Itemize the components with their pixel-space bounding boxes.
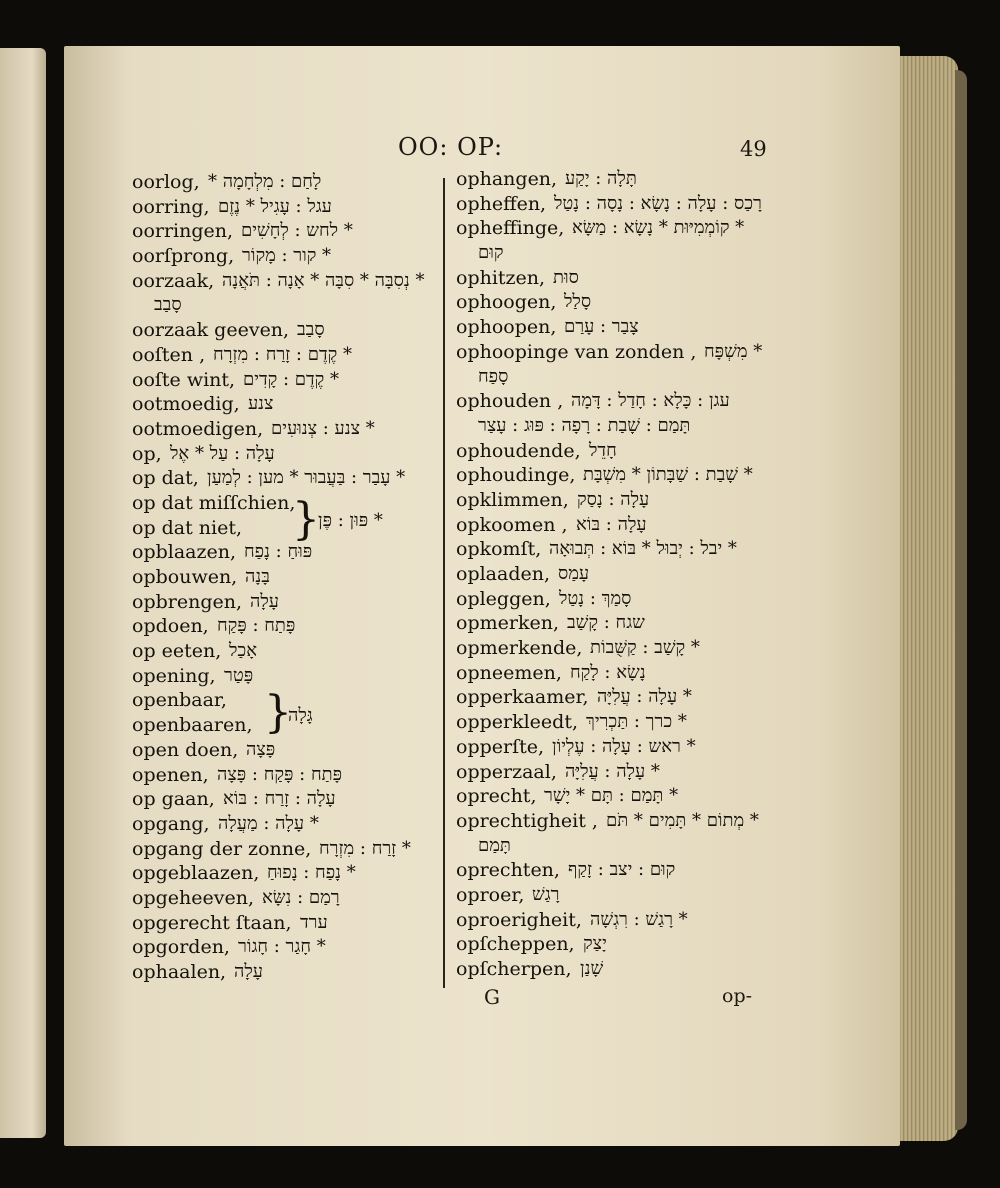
dictionary-entry (132, 269, 432, 294)
entry-term: ophangen, (456, 168, 558, 190)
entry-term: oorzaak, (132, 269, 215, 292)
entry-term: oorringen, (132, 220, 234, 243)
entry-hebrew: * עָלָה : מַעֲלָה (218, 812, 319, 834)
entry-term: oorzaak geeven, (132, 319, 290, 342)
entry-term: opgang der zonne, (132, 837, 312, 860)
entry-term: oproerigheit, (456, 908, 582, 931)
dictionary-entry (456, 389, 766, 414)
entry-term: openbaar, (132, 689, 227, 712)
entry-hebrew: בָּנָה (245, 566, 270, 587)
entry-term: oprechten, (456, 859, 560, 882)
entry-hebrew: * מִשְׁפָּח (704, 340, 763, 362)
entry-term: opmerken, (456, 612, 559, 635)
dictionary-entry (132, 639, 432, 664)
dictionary-entry (132, 960, 432, 985)
dictionary-entry (132, 861, 432, 886)
page-block-edge (900, 56, 958, 1141)
entry-term: opperzaal, (456, 760, 557, 783)
dictionary-entry (132, 466, 432, 491)
entry-term: opheffinge, (456, 217, 565, 240)
entry-hebrew: תָּלָה : יָקַע (565, 168, 637, 189)
entry-term: opleggen, (456, 587, 551, 610)
dictionary-entry (456, 192, 766, 217)
entry-term: opheffen, (456, 192, 547, 215)
dictionary-entry (132, 886, 432, 911)
entry-hebrew: עָלָה (234, 961, 263, 982)
dictionary-entry (456, 932, 766, 957)
dictionary-entry (132, 614, 432, 639)
entry-hebrew: תָּמַם (478, 834, 511, 856)
entry-hebrew: * זָרַח : מִזְרָח (319, 837, 411, 859)
entry-term: opbouwen, (132, 566, 238, 588)
dictionary-entry (132, 516, 432, 541)
entry-term: ophoopen, (456, 316, 557, 339)
dictionary-entry (456, 290, 766, 315)
page-number: 49 (740, 137, 767, 161)
dictionary-entry (456, 241, 766, 266)
entry-hebrew: * קָשַׁב : קַשֻּׁבוֹת (590, 637, 700, 659)
entry-hebrew: סָפַח (478, 365, 509, 387)
entry-term: op eeten, (132, 640, 222, 663)
page-block-shadow (955, 70, 967, 1130)
dictionary-entry (132, 343, 432, 368)
dictionary-entry (456, 340, 766, 365)
dictionary-entry (456, 167, 766, 192)
dictionary-entry (456, 661, 766, 686)
dictionary-entry (456, 685, 766, 710)
entry-hebrew: עָלָה : עַל * אֶל (170, 442, 275, 464)
entry-term: ophoogen, (456, 291, 557, 314)
entry-hebrew: רָכַס : עָלָה : נָשָׂא : נָסָה : נָטַל (554, 192, 762, 214)
dictionary-entry (456, 587, 766, 612)
facing-page-edge (0, 48, 46, 1138)
entry-hebrew: עָלָה : בּוֹא (576, 513, 647, 535)
entry-term: opgeblaazen, (132, 862, 260, 885)
dictionary-entry (456, 636, 766, 661)
entry-hebrew: * עָלָה : עֲלִיָּה (565, 760, 660, 782)
entry-term: op dat miſſchien, (132, 491, 296, 514)
entry-hebrew: סָבַב (154, 294, 182, 316)
entry-hebrew: * עָבַר : בַּעֲבוּר * מען : לְמַעַן (207, 467, 406, 489)
dictionary-entry (456, 883, 766, 908)
dictionary-entry (456, 365, 766, 390)
dictionary-entry (132, 392, 432, 417)
dictionary-entry (132, 738, 432, 763)
entry-term: opbrengen, (132, 590, 243, 613)
entry-term: op dat niet, (132, 516, 243, 539)
entry-hebrew: * קור : מָקוֹר (242, 245, 332, 267)
entry-term: opgerecht ſtaan, (132, 911, 292, 934)
entry-hebrew: * שָׁבַת : שַׁבָּתוֹן * מִשְׁבָּת (583, 464, 753, 486)
entry-hebrew: צנע (248, 393, 274, 415)
dictionary-entry (456, 908, 766, 933)
left-column (132, 170, 432, 985)
dictionary-entry (132, 293, 432, 318)
dictionary-entry (456, 809, 766, 834)
entry-term: ootmoedig, (132, 393, 240, 416)
dictionary-entry (132, 565, 432, 590)
entry-hebrew: סוּת (553, 266, 579, 288)
entry-term: ootmoedigen, (132, 417, 264, 440)
entry-hebrew: פָּתַח : פָּקַח (217, 615, 296, 637)
entry-hebrew: נָשָׂא : לָקַח (570, 661, 646, 683)
entry-hebrew: * מְתוֹם * תָּמִים * תֹּם (606, 809, 759, 831)
entry-hebrew: קוּם (478, 242, 504, 264)
entry-hebrew: * קֶדֶם : זָרַח : מִזְרָח (213, 343, 352, 365)
entry-hebrew: קוּם : יצב : זָקַף (568, 859, 676, 881)
dictionary-entry (456, 562, 766, 587)
dictionary-entry (456, 760, 766, 785)
entry-term: opſcheppen, (456, 933, 575, 956)
dictionary-entry (132, 540, 432, 565)
entry-hebrew: רָמַם : נִשָּׂא (262, 886, 340, 908)
entry-hebrew: * כרך : תַּכְרִיךְ (586, 711, 687, 733)
entry-hebrew: עָלָה : נָסַק (577, 488, 650, 510)
right-column (456, 167, 766, 982)
entry-hebrew: * קוֹמְמִיּוּת * נָשָׂא : מַשָּׂא (572, 217, 745, 239)
dictionary-entry (456, 957, 766, 982)
dictionary-entry (132, 935, 432, 960)
entry-hebrew: עָלָה (250, 590, 279, 612)
entry-term: opmerkende, (456, 637, 583, 660)
dictionary-entry (456, 611, 766, 636)
entry-hebrew: סָמַךְ : נָטַל (559, 587, 632, 609)
entry-hebrew: צָבַר : עָרַם (564, 316, 639, 338)
dictionary-entry (132, 170, 432, 195)
entry-hebrew: שָׁנַן (580, 958, 604, 979)
dictionary-entry (132, 219, 432, 244)
entry-hebrew: פָּתַח : פָּקַח : פָּצָה (217, 763, 343, 785)
entry-hebrew: * עָלָה : עֲלִיָּה (597, 686, 692, 708)
dictionary-entry (132, 318, 432, 343)
dictionary-entry (456, 858, 766, 883)
entry-hebrew: סָבַב (297, 319, 325, 341)
entry-hebrew: סָלַל (564, 291, 592, 313)
entry-term: ophitzen, (456, 266, 546, 289)
entry-hebrew: יָצַק (583, 933, 607, 955)
entry-hebrew: עגל : עָגִיל * נֶזֶם (218, 195, 332, 217)
entry-hebrew: עגן : כָּלָא : חָדַל : דָּמָה (571, 390, 730, 412)
entry-term: opgeheeven, (132, 886, 254, 909)
entry-term: ooſten , (132, 343, 206, 366)
dictionary-entry (132, 763, 432, 788)
dictionary-entry (132, 244, 432, 269)
dictionary-entry (132, 442, 432, 467)
entry-hebrew: * חָגַר : חָגוֹר (238, 936, 326, 958)
dictionary-entry (132, 590, 432, 615)
entry-hebrew: עָלָה : זָרַח : בּוֹא (223, 788, 336, 810)
entry-hebrew: * ראש : עָלָה : עֶלְיוֹן (552, 735, 696, 757)
brace-hebrew-op-dat: * פּוּן : פֶּן (318, 510, 383, 531)
entry-term: opgang, (132, 812, 210, 835)
entry-term: opgorden, (132, 936, 230, 959)
entry-hebrew: עָמַס (558, 563, 590, 584)
entry-term: ooſte wint, (132, 368, 236, 391)
entry-hebrew: * נְסִבָּה * סִבָּה * אָנָה : תֹּאֲנָה (222, 269, 425, 291)
entry-hebrew: פָּצָה (246, 738, 276, 760)
entry-term: oorlog, (132, 171, 200, 193)
entry-term: open doen, (132, 738, 239, 761)
entry-term: opperſte, (456, 735, 545, 758)
dictionary-entry (456, 266, 766, 291)
dictionary-entry (456, 834, 766, 859)
entry-hebrew: שגח : קָשַׁב (567, 612, 645, 634)
entry-term: ophoopinge van zonden , (456, 340, 697, 363)
dictionary-entry (132, 195, 432, 220)
catchword: op- (722, 985, 753, 1007)
entry-term: ophoudende, (456, 439, 581, 462)
entry-term: opkomſt, (456, 538, 542, 561)
entry-term: opening, (132, 664, 216, 687)
entry-term: ophaalen, (132, 961, 227, 983)
entry-hebrew: אָכַל (229, 640, 258, 662)
dictionary-entry (132, 417, 432, 442)
entry-term: oorſprong, (132, 245, 235, 268)
entry-term: ophoudinge, (456, 464, 576, 487)
entry-hebrew: * רָגַשׁ : רִגְשָׁה (590, 908, 688, 930)
entry-term: ophouden , (456, 390, 564, 413)
entry-hebrew: * צנע : צְנוּעִים (271, 417, 375, 439)
dictionary-entry (132, 837, 432, 862)
dictionary-entry (132, 787, 432, 812)
brace-hebrew-openbaar: גָּלָה (288, 705, 313, 726)
running-head: OO: OP: (398, 133, 504, 161)
dictionary-entry (132, 911, 432, 936)
entry-hebrew: פָּטַר (224, 664, 254, 686)
entry-hebrew: חָדֵל (589, 439, 617, 461)
entry-term: opperkaamer, (456, 686, 589, 709)
entry-term: oproer, (456, 883, 525, 906)
entry-term: oplaaden, (456, 563, 551, 585)
entry-hebrew: * לחש : לְחָשִׁים (241, 220, 353, 242)
dictionary-entry (456, 784, 766, 809)
dictionary-entry (456, 463, 766, 488)
entry-term: opkoomen , (456, 513, 568, 536)
dictionary-entry (456, 315, 766, 340)
dictionary-entry (132, 491, 432, 516)
dictionary-entry (456, 414, 766, 439)
dictionary-entry (456, 513, 766, 538)
entry-term: openen, (132, 763, 209, 786)
entry-term: op, (132, 442, 162, 465)
dictionary-entry (456, 710, 766, 735)
column-divider (443, 178, 445, 988)
entry-term: opperkleedt, (456, 711, 579, 734)
entry-term: op gaan, (132, 788, 215, 811)
entry-term: opneemen, (456, 661, 562, 684)
dictionary-entry (456, 488, 766, 513)
dictionary-entry (132, 664, 432, 689)
entry-hebrew: * נָפַח : נָפוּחַ (267, 862, 356, 884)
dictionary-entry (456, 735, 766, 760)
entry-term: op dat, (132, 467, 199, 490)
entry-term: oprecht, (456, 785, 537, 808)
entry-hebrew: * תָּמַם : תָּם * יָשָׁר (544, 785, 679, 807)
entry-hebrew: * קֶדֶם : קָדִים (243, 368, 339, 390)
entry-hebrew: ערד (300, 911, 328, 933)
dictionary-entry (132, 812, 432, 837)
brace-op-dat: } (292, 494, 320, 545)
entry-hebrew: * יבל : יְבוּל * בּוֹא : תְּבוּאָה (549, 538, 737, 560)
brace-openbaar: } (264, 687, 292, 738)
entry-term: opdoen, (132, 615, 209, 638)
dictionary-entry (132, 368, 432, 393)
entry-hebrew: תָּמַם : שָׁבַת : רָפָה : פּוּג : עָצַר (478, 414, 691, 436)
dictionary-entry (456, 439, 766, 464)
entry-term: opſcherpen, (456, 958, 572, 980)
entry-term: oorring, (132, 195, 210, 218)
entry-term: openbaaren, (132, 714, 253, 737)
entry-hebrew: פּוּחַ : נָפַח (244, 541, 313, 563)
dictionary-entry (456, 537, 766, 562)
entry-term: opblaazen, (132, 541, 237, 564)
entry-term: oprechtigheit , (456, 809, 598, 832)
signature-mark: G (484, 985, 500, 1009)
entry-term: opklimmen, (456, 488, 569, 511)
entry-hebrew: לָחַם : מִלְחָמָה * (208, 171, 322, 192)
entry-hebrew: רָגַשׁ (532, 883, 560, 905)
dictionary-entry (456, 216, 766, 241)
